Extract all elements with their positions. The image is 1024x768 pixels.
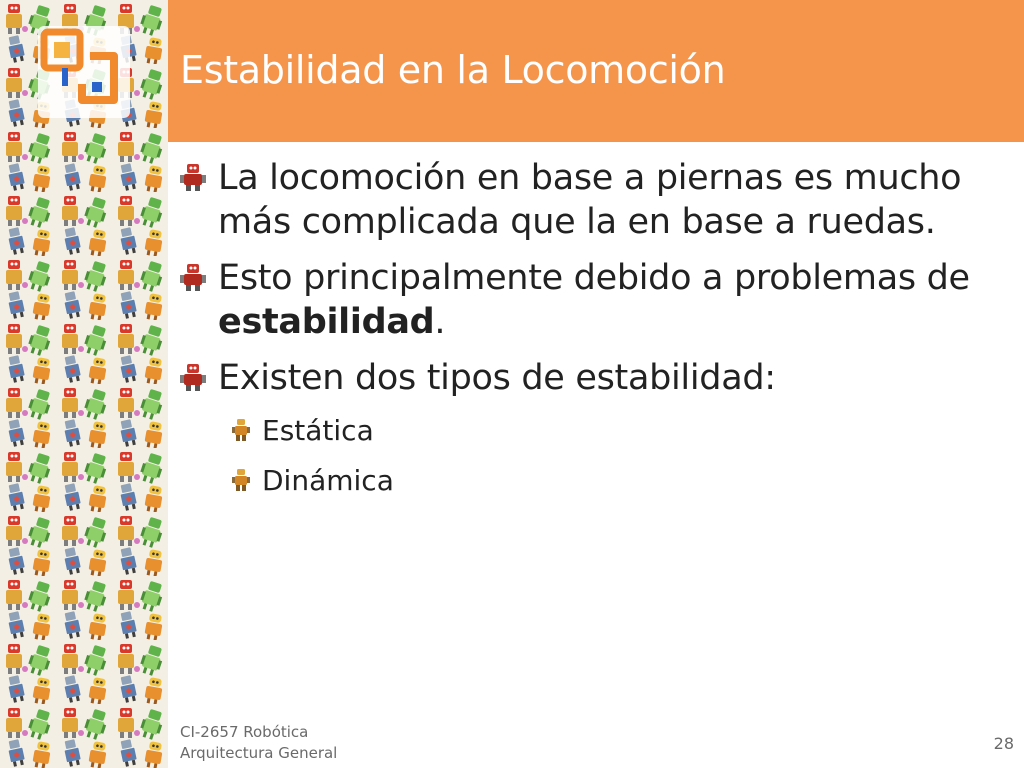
robot-bullet-icon bbox=[178, 362, 208, 392]
sub-bullet-item bbox=[230, 412, 998, 450]
slide-title: Estabilidad en la Locomoción bbox=[180, 48, 726, 92]
bullet-item bbox=[178, 356, 998, 400]
bullet-text-end: . bbox=[434, 302, 446, 342]
sub-bullet-item bbox=[230, 462, 998, 500]
bullet-list bbox=[178, 156, 998, 512]
small-robot-bullet-icon bbox=[230, 468, 252, 492]
bullet-text: La locomoción en base a piernas es mucho más complicada que la en base a ruedas. bbox=[218, 158, 962, 242]
bullet-text: Esto principalmente debido a problemas de bbox=[218, 258, 970, 298]
robot-bullet-icon bbox=[178, 262, 208, 292]
footer-topic: Arquitectura General bbox=[180, 744, 338, 762]
bullet-item bbox=[178, 156, 998, 244]
robot-bullet-icon bbox=[178, 162, 208, 192]
footer bbox=[180, 722, 337, 764]
page-number: 28 bbox=[993, 734, 1014, 753]
robot-logo-icon bbox=[38, 26, 130, 118]
bullet-item bbox=[178, 256, 998, 344]
footer-course: CI-2657 Robótica bbox=[180, 723, 309, 741]
small-robot-bullet-icon bbox=[230, 418, 252, 442]
bullet-text: Existen dos tipos de estabilidad: bbox=[218, 358, 776, 398]
bullet-emphasis: estabilidad bbox=[218, 302, 435, 342]
sub-bullet-text: Dinámica bbox=[262, 464, 394, 497]
sub-bullet-text: Estática bbox=[262, 414, 374, 447]
